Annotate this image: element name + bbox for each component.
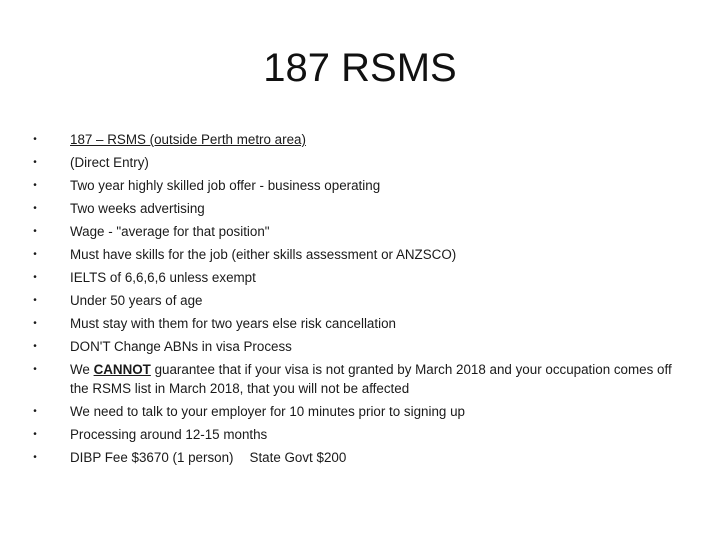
list-item <box>30 358 690 400</box>
bullet-text: IELTS of 6,6,6,6 unless exempt <box>70 270 256 285</box>
bullet-icon: • <box>33 180 37 191</box>
bullet-text: Processing around 12-15 months <box>70 427 268 442</box>
fee-state: State Govt $200 <box>249 450 347 465</box>
bullet-icon: • <box>33 429 37 440</box>
list-item <box>30 243 690 266</box>
bullet-icon: • <box>33 157 37 168</box>
bullet-icon: • <box>33 341 37 352</box>
list-item <box>30 423 690 446</box>
bullet-icon: • <box>33 226 37 237</box>
bullet-text: Must stay with them for two years else risk cancellation <box>70 316 396 331</box>
bullet-text-after: guarantee that if your visa is not granted by March 2018 and your occupation comes off the RSMS list in March 2018, that you will not be affected <box>70 362 672 396</box>
bullet-icon: • <box>33 452 37 463</box>
list-item <box>30 220 690 243</box>
bullet-icon: • <box>33 318 37 329</box>
bullet-text: Two weeks advertising <box>70 201 205 216</box>
bullet-icon: • <box>33 272 37 283</box>
bullet-icon: • <box>33 406 37 417</box>
list-item <box>30 151 690 174</box>
bullet-icon: • <box>33 364 37 375</box>
bullet-text: Under 50 years of age <box>70 293 203 308</box>
slide-title: 187 RSMS <box>263 46 457 90</box>
bullet-text: We need to talk to your employer for 10 minutes prior to signing up <box>70 404 465 419</box>
bullet-text: Two year highly skilled job offer - business operating <box>70 178 381 193</box>
bullet-text-before: We <box>70 362 94 377</box>
bullet-icon: • <box>33 134 37 145</box>
list-item <box>30 128 690 151</box>
bullet-text: DON'T Change ABNs in visa Process <box>70 339 292 354</box>
fee-dibp: DIBP Fee $3670 (1 person) <box>70 450 234 465</box>
bullet-list <box>30 128 690 469</box>
list-item <box>30 446 690 469</box>
list-item <box>30 197 690 220</box>
bullet-icon: • <box>33 203 37 214</box>
list-item <box>30 400 690 423</box>
list-item <box>30 266 690 289</box>
bullet-text: (Direct Entry) <box>70 155 149 170</box>
list-item <box>30 335 690 358</box>
bullet-text: Wage - "average for that position" <box>70 224 270 239</box>
bullet-icon: • <box>33 295 37 306</box>
list-item <box>30 312 690 335</box>
bullet-emphasis: CANNOT <box>93 362 151 377</box>
bullet-text: Must have skills for the job (either skills assessment or ANZSCO) <box>70 247 457 262</box>
list-item <box>30 174 690 197</box>
list-item <box>30 289 690 312</box>
bullet-icon: • <box>33 249 37 260</box>
bullet-text: 187 – RSMS (outside Perth metro area) <box>70 132 306 147</box>
